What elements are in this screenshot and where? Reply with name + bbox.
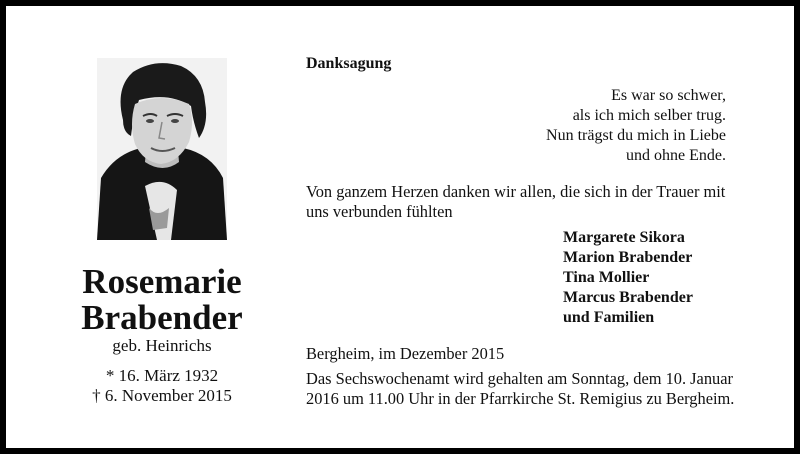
- notice-title: Danksagung: [306, 55, 392, 72]
- signer-name: und Familien: [563, 309, 655, 326]
- thanks-line: uns verbunden fühlten: [306, 202, 453, 221]
- poem-line: und ohne Ende.: [626, 147, 726, 164]
- thanks-line: Von ganzem Herzen danken wir allen, die sich in der Trauer mit: [306, 182, 726, 201]
- maiden-name: geb. Heinrichs: [112, 336, 212, 355]
- death-date: † 6. November 2015: [92, 386, 232, 405]
- deceased-last-name: Brabender: [81, 298, 243, 337]
- mass-line: Das Sechswochenamt wird gehalten am Sonntag, dem 10. Januar: [306, 369, 733, 388]
- deceased-first-name: Rosemarie: [82, 262, 242, 301]
- mass-announcement: [306, 369, 735, 409]
- poem-line: als ich mich selber trug.: [572, 107, 726, 124]
- place-date: Bergheim, im Dezember 2015: [306, 344, 505, 363]
- signer-name: Margarete Sikora: [563, 229, 685, 246]
- signer-name: Tina Mollier: [563, 269, 650, 286]
- poem-line: Es war so schwer,: [611, 87, 726, 104]
- portrait-photo: [97, 58, 227, 240]
- birth-date: * 16. März 1932: [105, 366, 219, 385]
- signers-list: [563, 228, 693, 328]
- poem-line: Nun trägst du mich in Liebe: [546, 127, 726, 144]
- portrait-illustration: [97, 58, 227, 240]
- signer-name: Marion Brabender: [563, 249, 693, 266]
- poem: [486, 86, 726, 166]
- signer-name: Marcus Brabender: [563, 289, 693, 306]
- thanks-paragraph: [306, 182, 730, 222]
- mass-line: 2016 um 11.00 Uhr in der Pfarrkirche St. Remigius zu Bergheim.: [306, 389, 735, 408]
